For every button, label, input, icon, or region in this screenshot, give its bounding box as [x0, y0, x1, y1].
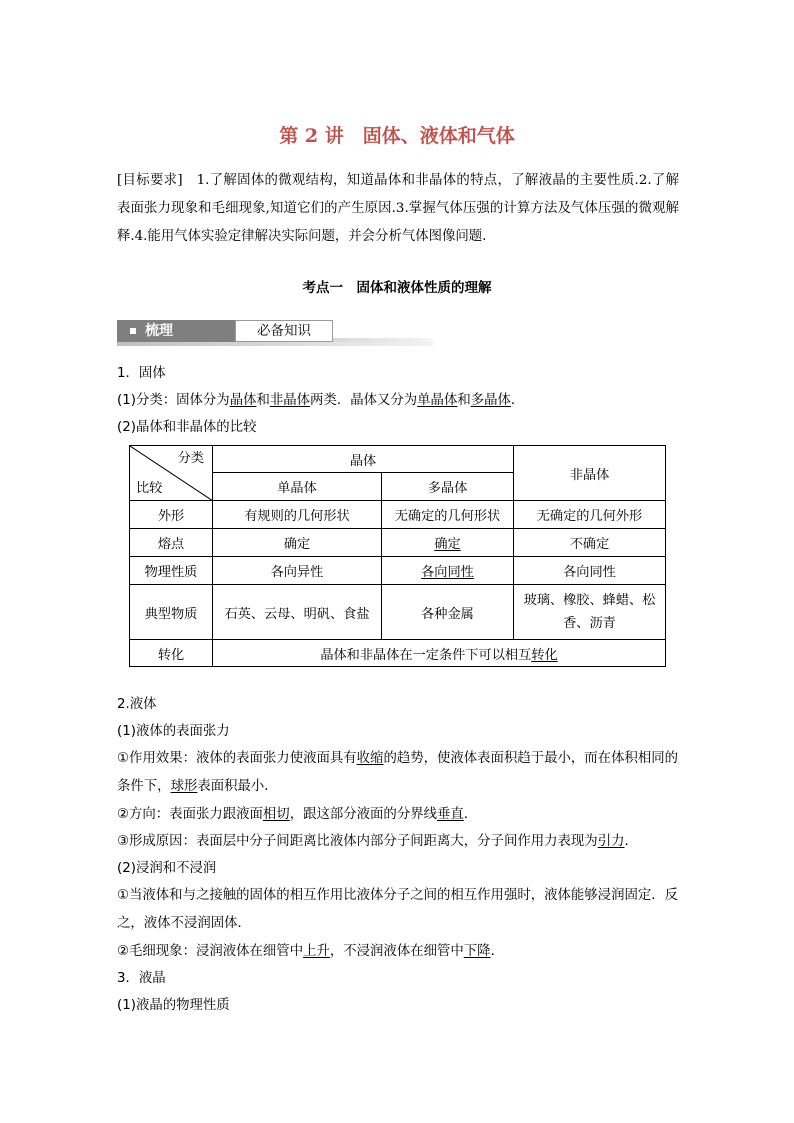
corner-bottom-label: 比较 [136, 481, 163, 496]
table-row [130, 529, 666, 557]
text-run: ，跟这部分液面的分界线 [289, 807, 437, 822]
table-row [130, 585, 666, 640]
section-title: 考点一 固体和液体性质的理解 [302, 280, 492, 296]
header-single-crystal: 单晶体 [213, 473, 382, 501]
blank-answer: 相切 [262, 807, 290, 822]
text-run: ③形成原因：表面层中分子间距离比液体内部分子间距离大，分子间作用力表现为 [117, 834, 598, 849]
row-label: 物理性质 [130, 557, 213, 585]
cell-poly: 各种金属 [382, 585, 514, 640]
wetting-heading: (2)浸润和不浸润 [117, 861, 217, 876]
text-run: 晶体和非晶体在一定条件下可以相互 [320, 647, 532, 663]
text-run: ②方向：表面张力跟液面 [117, 807, 263, 822]
cell-single: 石英、云母、明矾、食盐 [213, 585, 382, 640]
surface-tension-effect [117, 745, 679, 801]
capillary-phenomenon [117, 942, 504, 962]
row-label: 转化 [130, 640, 213, 667]
comparison-caption: (2)晶体和非晶体的比较 [117, 420, 257, 435]
blank-answer: 收缩 [356, 751, 384, 766]
blank-answer: 转化 [531, 647, 558, 663]
solid-classification [117, 391, 524, 411]
wetting-description: ①当液体和与之接触的固体的相互作用比液体分子之间的相互作用强时，液体能够浸润固定．反之，液体不浸润固体． [117, 888, 679, 931]
cell-poly: 无确定的几何形状 [382, 501, 514, 529]
liquid-heading: 2.液体 [117, 697, 157, 712]
cell-amorphous: 玻璃、橡胶、蜂蜡、松香、沥青 [514, 585, 666, 640]
text-run: (1)分类：固体分为 [117, 393, 230, 408]
text-run: ． [490, 944, 504, 959]
row-label: 外形 [130, 501, 213, 529]
banner-right: 必备知识 [235, 320, 333, 342]
surface-tension-direction [117, 805, 477, 825]
liquid-crystal-heading: 3．液晶 [117, 971, 166, 986]
goals-text: 1.了解固体的微观结构，知道晶体和非晶体的特点，了解液晶的主要性质.2.了解表面张力现象和毛细现象,知道它们的产生原因.3.掌握气体压强的计算方法及气体压强的微观解释.4.能用气体实验定律解决实际问题，并会分析气体图像问题. [117, 173, 679, 244]
blank-answer: 各向同性 [421, 565, 474, 580]
blank-answer: 下降 [463, 944, 491, 959]
blank-answer: 上升 [303, 944, 330, 959]
text-run: 和 [457, 393, 471, 408]
liquid-crystal-properties-heading: (1)液晶的物理性质 [117, 998, 230, 1013]
text-run: ． [463, 807, 478, 822]
cell-poly [382, 557, 514, 585]
text-run: 两类．晶体又分为 [310, 393, 418, 408]
blank-answer: 非晶体 [269, 393, 311, 408]
blank-answer: 多晶体 [470, 393, 511, 408]
cell-amorphous: 各向同性 [514, 557, 666, 585]
table-row [130, 501, 666, 529]
cell-amorphous: 无确定的几何外形 [514, 501, 666, 529]
table-row [130, 557, 666, 585]
goals-tag: [目标要求] [117, 173, 183, 188]
blank-answer: 引力 [597, 834, 625, 849]
cell-amorphous: 不确定 [514, 529, 666, 557]
table-corner-cell [130, 446, 213, 501]
surface-tension-heading: (1)液体的表面张力 [117, 724, 230, 739]
learning-goals [117, 167, 679, 251]
corner-top-label: 分类 [177, 451, 204, 466]
blank-answer: 垂直 [437, 807, 464, 822]
text-run: 和 [256, 393, 270, 408]
table-row [130, 640, 666, 667]
text-run: ①作用效果：液体的表面张力使液面具有 [117, 751, 357, 766]
text-run: ②毛细现象：浸润液体在细管中 [117, 944, 304, 959]
cell-single: 确定 [213, 529, 382, 557]
row-label: 熔点 [130, 529, 213, 557]
banner-underline [117, 342, 433, 346]
header-amorphous: 非晶体 [514, 446, 666, 501]
cell-poly [382, 529, 514, 557]
text-run: ． [624, 834, 638, 849]
blank-answer: 球形 [170, 779, 198, 794]
header-polycrystal: 多晶体 [382, 473, 514, 501]
square-bullet-icon [130, 328, 136, 334]
blank-answer: 单晶体 [417, 393, 458, 408]
solid-heading: 1．固体 [117, 366, 166, 381]
cell-single: 各向异性 [213, 557, 382, 585]
section-banner [117, 320, 433, 346]
cell-single: 有规则的几何形状 [213, 501, 382, 529]
blank-answer: 确定 [434, 537, 461, 552]
surface-tension-cause [117, 832, 638, 852]
row-label: 典型物质 [130, 585, 213, 640]
text-run: 的趋势，使液体表面积趋于最小，而在体积相同的条件下， [117, 751, 679, 794]
blank-answer: 晶体 [229, 393, 257, 408]
text-run: 表面积最小． [197, 779, 278, 794]
header-crystal: 晶体 [213, 446, 514, 473]
banner-left [117, 320, 235, 342]
lesson-title: 第 2 讲 固体、液体和气体 [279, 125, 515, 147]
crystal-comparison-table [129, 445, 666, 667]
banner-left-label: 梳理 [145, 323, 173, 339]
text-run: ． [510, 393, 525, 408]
text-run: ，不浸润液体在细管中 [329, 944, 464, 959]
cell-transform [213, 640, 666, 667]
